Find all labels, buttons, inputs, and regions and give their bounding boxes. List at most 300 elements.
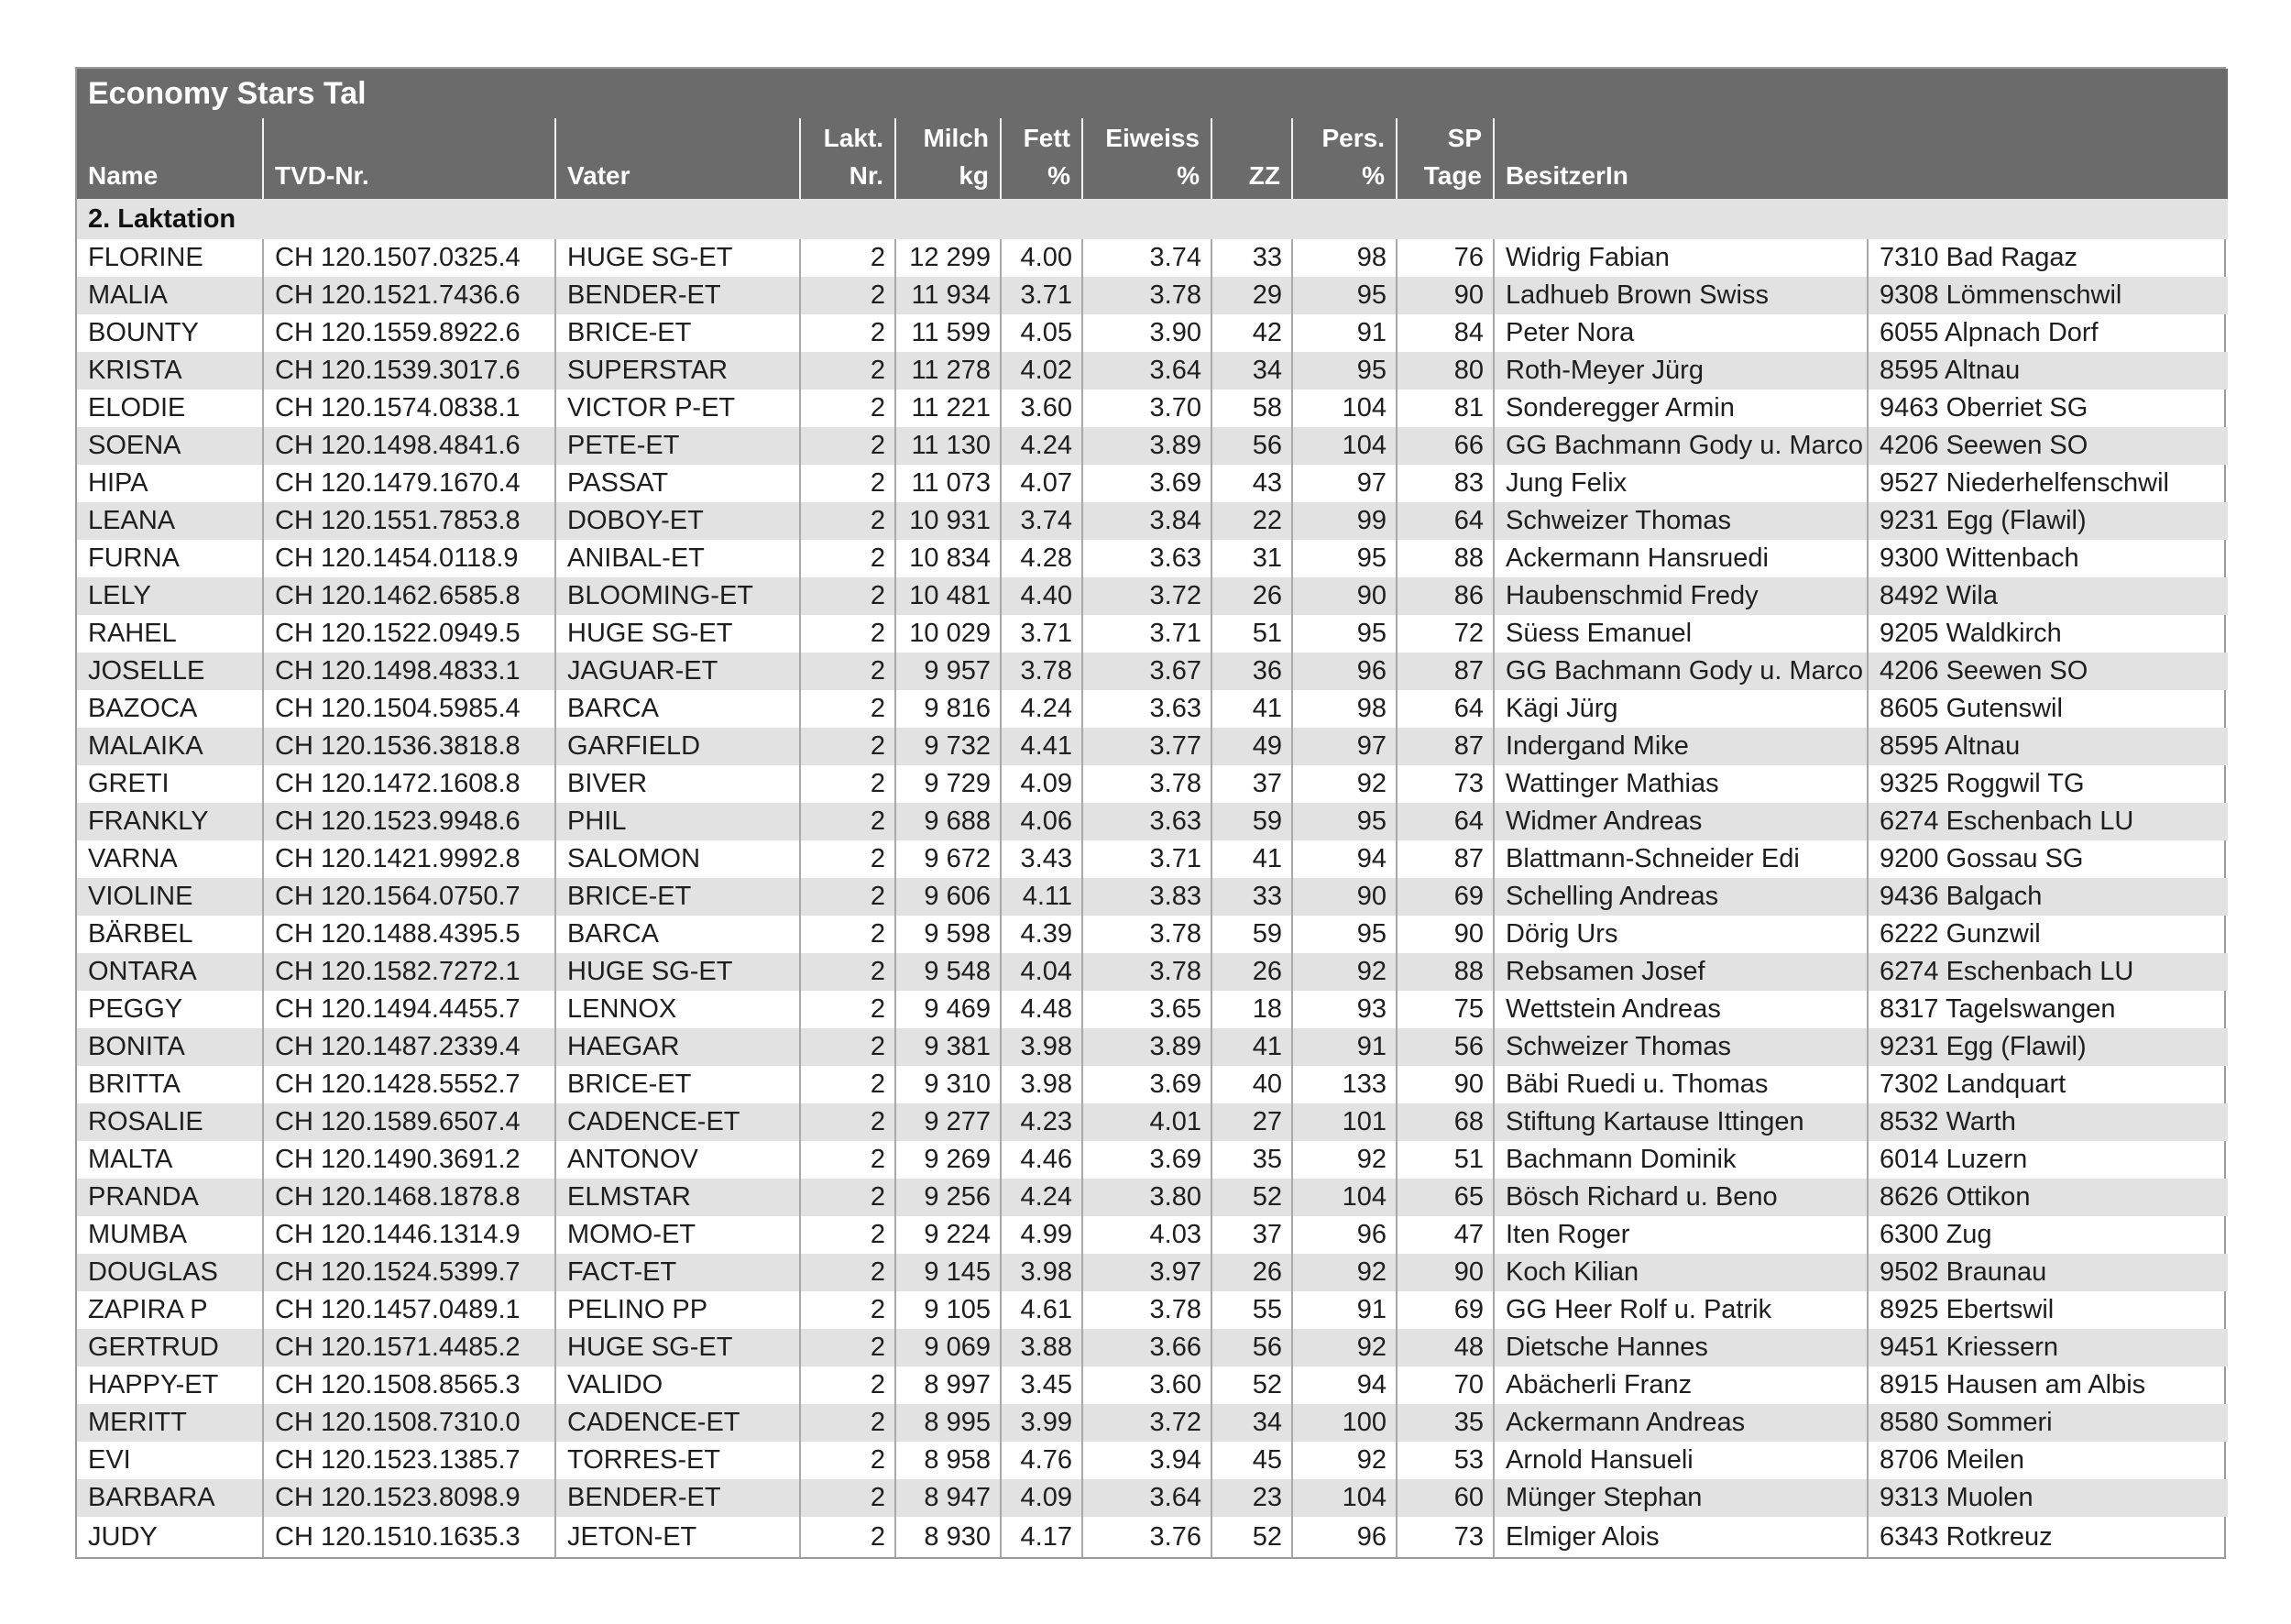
cell-vater: PASSAT: [555, 465, 800, 502]
table-row: [77, 277, 2228, 314]
results-table: [77, 69, 2228, 1557]
cell-milch: 9 277: [895, 1103, 1001, 1141]
cell-pers: 104: [1292, 390, 1397, 427]
cell-zz: 27: [1211, 1103, 1292, 1141]
cell-lakt: 2: [800, 765, 895, 803]
col-header-lakt: Lakt. Nr.: [800, 118, 895, 199]
cell-eiweiss: 3.78: [1082, 1291, 1211, 1329]
cell-ort: 4206 Seewen SO: [1868, 653, 2228, 690]
cell-lakt: 2: [800, 1442, 895, 1479]
cell-tvd: CH 120.1524.5399.7: [263, 1254, 555, 1291]
cell-vater: ELMSTAR: [555, 1179, 800, 1216]
table-row: [77, 953, 2228, 991]
cell-ort: 9527 Niederhelfenschwil: [1868, 465, 2228, 502]
table-row: [77, 916, 2228, 953]
table-row: [77, 1216, 2228, 1254]
cell-lakt: 2: [800, 1179, 895, 1216]
cell-lakt: 2: [800, 465, 895, 502]
cell-besitzer: Widmer Andreas: [1494, 803, 1868, 840]
cell-sp: 35: [1397, 1404, 1494, 1442]
table-row: [77, 1442, 2228, 1479]
cell-ort: 9325 Roggwil TG: [1868, 765, 2228, 803]
table-title: Economy Stars Tal: [77, 69, 2228, 118]
cell-besitzer: Bachmann Dominik: [1494, 1141, 1868, 1179]
cell-tvd: CH 120.1523.8098.9: [263, 1479, 555, 1517]
cell-name: VIOLINE: [77, 878, 263, 916]
cell-sp: 90: [1397, 1254, 1494, 1291]
cell-eiweiss: 4.03: [1082, 1216, 1211, 1254]
cell-zz: 42: [1211, 314, 1292, 352]
cell-sp: 53: [1397, 1442, 1494, 1479]
cell-sp: 80: [1397, 352, 1494, 390]
cell-eiweiss: 3.63: [1082, 690, 1211, 728]
cell-zz: 41: [1211, 840, 1292, 878]
cell-name: ONTARA: [77, 953, 263, 991]
cell-vater: BRICE-ET: [555, 1066, 800, 1103]
cell-fett: 3.43: [1001, 840, 1082, 878]
cell-fett: 4.39: [1001, 916, 1082, 953]
cell-ort: 9308 Lömmenschwil: [1868, 277, 2228, 314]
cell-name: VARNA: [88, 844, 178, 873]
cell-ort: 9451 Kriessern: [1868, 1329, 2228, 1366]
cell-vater: ANTONOV: [555, 1141, 800, 1179]
cell-name: FRANKLY: [77, 803, 263, 840]
cell-zz: 59: [1211, 803, 1292, 840]
cell-ort: 8626 Ottikon: [1868, 1179, 2228, 1216]
cell-ort: 9300 Wittenbach: [1868, 540, 2228, 577]
table-row: [77, 1366, 2228, 1404]
table-row: [77, 1254, 2228, 1291]
cell-lakt: 2: [800, 840, 895, 878]
cell-sp: 72: [1397, 615, 1494, 653]
cell-fett: 3.88: [1001, 1329, 1082, 1366]
cell-sp: 70: [1397, 1366, 1494, 1404]
cell-zz: 45: [1211, 1442, 1292, 1479]
cell-lakt: 2: [800, 878, 895, 916]
cell-vater: BENDER-ET: [555, 1479, 800, 1517]
cell-zz: 41: [1211, 1028, 1292, 1066]
cell-milch: 9 310: [895, 1066, 1001, 1103]
cell-fett: 4.40: [1001, 577, 1082, 615]
cell-ort: 6343 Rotkreuz: [1868, 1517, 2228, 1557]
cell-vater: LENNOX: [555, 991, 800, 1028]
cell-ort: 8915 Hausen am Albis: [1868, 1366, 2228, 1404]
table-row: [77, 1066, 2228, 1103]
cell-fett: 3.71: [1001, 615, 1082, 653]
cell-lakt: 2: [800, 728, 895, 765]
cell-ort: 6014 Luzern: [1868, 1141, 2228, 1179]
cell-besitzer: Schweizer Thomas: [1494, 1028, 1868, 1066]
cell-name: SOENA: [77, 427, 263, 465]
cell-tvd: CH 120.1559.8922.6: [263, 314, 555, 352]
cell-pers: 92: [1292, 1329, 1397, 1366]
cell-lakt: 2: [800, 615, 895, 653]
cell-zz: 51: [1211, 615, 1292, 653]
table-row: [77, 1291, 2228, 1329]
cell-ort: 9502 Braunau: [1868, 1254, 2228, 1291]
cell-vater: VALIDO: [555, 1366, 800, 1404]
cell-fett: 3.78: [1001, 653, 1082, 690]
cell-pers: 95: [1292, 916, 1397, 953]
cell-milch: 9 606: [895, 878, 1001, 916]
cell-name: JUDY: [88, 1521, 158, 1552]
cell-name: HIPA: [88, 468, 148, 498]
cell-ort: 8317 Tagelswangen: [1868, 991, 2228, 1028]
cell-fett: 4.09: [1001, 1479, 1082, 1517]
cell-tvd: CH 120.1498.4833.1: [263, 653, 555, 690]
cell-besitzer: GG Bachmann Gody u. Marco: [1494, 653, 1868, 690]
cell-eiweiss: 3.97: [1082, 1254, 1211, 1291]
cell-vater: HUGE SG-ET: [555, 239, 800, 277]
cell-pers: 92: [1292, 1141, 1397, 1179]
cell-pers: 90: [1292, 878, 1397, 916]
cell-ort: 6274 Eschenbach LU: [1868, 953, 2228, 991]
cell-zz: 43: [1211, 465, 1292, 502]
cell-eiweiss: 3.78: [1082, 953, 1211, 991]
cell-pers: 92: [1292, 1442, 1397, 1479]
cell-pers: 91: [1292, 1028, 1397, 1066]
cell-zz: 18: [1211, 991, 1292, 1028]
table-row: [77, 1028, 2228, 1066]
cell-zz: 52: [1211, 1517, 1292, 1557]
cell-besitzer: Widrig Fabian: [1494, 239, 1868, 277]
cell-lakt: 2: [800, 1517, 895, 1557]
cell-eiweiss: 3.65: [1082, 991, 1211, 1028]
cell-fett: 4.41: [1001, 728, 1082, 765]
cell-fett: 4.61: [1001, 1291, 1082, 1329]
cell-vater: BENDER-ET: [555, 277, 800, 314]
cell-lakt: 2: [800, 502, 895, 540]
cell-sp: 60: [1397, 1479, 1494, 1517]
table-row: [77, 653, 2228, 690]
cell-name: BRITTA: [88, 1070, 181, 1099]
cell-pers: 133: [1292, 1066, 1397, 1103]
cell-eiweiss: 3.89: [1082, 1028, 1211, 1066]
cell-name: RAHEL: [88, 619, 177, 648]
cell-lakt: 2: [800, 277, 895, 314]
cell-besitzer: Koch Kilian: [1494, 1254, 1868, 1291]
col-header-zz: ZZ: [1211, 118, 1292, 199]
cell-fett: 4.99: [1001, 1216, 1082, 1254]
cell-name: KRISTA: [77, 352, 263, 390]
cell-milch: 11 130: [895, 427, 1001, 465]
cell-lakt: 2: [800, 1366, 895, 1404]
cell-vater: SUPERSTAR: [555, 352, 800, 390]
cell-zz: 23: [1211, 1479, 1292, 1517]
cell-sp: 84: [1397, 314, 1494, 352]
cell-pers: 104: [1292, 427, 1397, 465]
cell-name: GERTRUD: [77, 1329, 263, 1366]
cell-lakt: 2: [800, 991, 895, 1028]
cell-vater: ANIBAL-ET: [555, 540, 800, 577]
cell-milch: 8 958: [895, 1442, 1001, 1479]
cell-besitzer: GG Heer Rolf u. Patrik: [1494, 1291, 1868, 1329]
cell-tvd: CH 120.1521.7436.6: [263, 277, 555, 314]
table-row: [77, 1329, 2228, 1366]
cell-zz: 26: [1211, 1254, 1292, 1291]
cell-besitzer: Wattinger Mathias: [1494, 765, 1868, 803]
cell-tvd: CH 120.1490.3691.2: [263, 1141, 555, 1179]
cell-eiweiss: 3.83: [1082, 878, 1211, 916]
cell-eiweiss: 3.78: [1082, 916, 1211, 953]
cell-name: EVI: [88, 1445, 131, 1475]
cell-fett: 4.23: [1001, 1103, 1082, 1141]
cell-tvd: CH 120.1454.0118.9: [263, 540, 555, 577]
cell-fett: 3.60: [1001, 390, 1082, 427]
cell-name: BARBARA: [77, 1479, 263, 1517]
cell-sp: 48: [1397, 1329, 1494, 1366]
cell-vater: BLOOMING-ET: [555, 577, 800, 615]
cell-eiweiss: 3.60: [1082, 1366, 1211, 1404]
cell-zz: 33: [1211, 239, 1292, 277]
cell-besitzer: Sonderegger Armin: [1494, 390, 1868, 427]
cell-tvd: CH 120.1522.0949.5: [263, 615, 555, 653]
cell-fett: 4.00: [1001, 239, 1082, 277]
cell-milch: 9 957: [895, 653, 1001, 690]
table-row: [77, 878, 2228, 916]
cell-eiweiss: 3.80: [1082, 1179, 1211, 1216]
cell-tvd: CH 120.1498.4841.6: [263, 427, 555, 465]
cell-vater: SALOMON: [555, 840, 800, 878]
cell-milch: 10 481: [895, 577, 1001, 615]
cell-pers: 99: [1292, 502, 1397, 540]
cell-pers: 96: [1292, 653, 1397, 690]
cell-lakt: 2: [800, 1066, 895, 1103]
cell-vater: DOBOY-ET: [555, 502, 800, 540]
cell-vater: BIVER: [555, 765, 800, 803]
cell-tvd: CH 120.1421.9992.8: [263, 840, 555, 878]
cell-eiweiss: 3.63: [1082, 803, 1211, 840]
cell-zz: 33: [1211, 878, 1292, 916]
cell-ort: 7302 Landquart: [1868, 1066, 2228, 1103]
cell-ort: 8492 Wila: [1868, 577, 2228, 615]
cell-eiweiss: 3.69: [1082, 465, 1211, 502]
cell-lakt: 2: [800, 803, 895, 840]
cell-lakt: 2: [800, 577, 895, 615]
cell-eiweiss: 3.89: [1082, 427, 1211, 465]
cell-vater: BARCA: [555, 690, 800, 728]
cell-ort: 8605 Gutenswil: [1868, 690, 2228, 728]
table-row: [77, 390, 2228, 427]
cell-zz: 52: [1211, 1366, 1292, 1404]
cell-ort: 9231 Egg (Flawil): [1868, 1028, 2228, 1066]
cell-tvd: CH 120.1487.2339.4: [263, 1028, 555, 1066]
cell-lakt: 2: [800, 427, 895, 465]
cell-milch: 8 947: [895, 1479, 1001, 1517]
cell-fett: 4.06: [1001, 803, 1082, 840]
cell-tvd: CH 120.1523.1385.7: [263, 1442, 555, 1479]
table-row: [77, 465, 2228, 502]
cell-eiweiss: 3.66: [1082, 1329, 1211, 1366]
cell-besitzer: Elmiger Alois: [1494, 1517, 1868, 1557]
cell-ort: 8595 Altnau: [1868, 728, 2228, 765]
cell-ort: 6300 Zug: [1868, 1216, 2228, 1254]
cell-sp: 88: [1397, 953, 1494, 991]
cell-lakt: 2: [800, 1141, 895, 1179]
cell-tvd: CH 120.1510.1635.3: [263, 1517, 555, 1557]
col-header-fett: Fett %: [1001, 118, 1082, 199]
cell-milch: 8 930: [895, 1517, 1001, 1557]
col-header-sp: SP Tage: [1397, 118, 1494, 199]
cell-zz: 22: [1211, 502, 1292, 540]
cell-eiweiss: 3.94: [1082, 1442, 1211, 1479]
cell-fett: 4.04: [1001, 953, 1082, 991]
cell-name: DOUGLAS: [77, 1254, 263, 1291]
cell-zz: 35: [1211, 1141, 1292, 1179]
cell-lakt: 2: [800, 1291, 895, 1329]
cell-ort: 8925 Ebertswil: [1868, 1291, 2228, 1329]
cell-besitzer: Münger Stephan: [1494, 1479, 1868, 1517]
cell-eiweiss: 3.90: [1082, 314, 1211, 352]
cell-tvd: CH 120.1574.0838.1: [263, 390, 555, 427]
cell-ort: 8580 Sommeri: [1868, 1404, 2228, 1442]
cell-fett: 4.76: [1001, 1442, 1082, 1479]
col-header-tvd: TVD-Nr.: [263, 118, 555, 199]
cell-milch: 9 224: [895, 1216, 1001, 1254]
cell-milch: 10 834: [895, 540, 1001, 577]
cell-name: MALAIKA: [77, 728, 263, 765]
cell-vater: FACT-ET: [555, 1254, 800, 1291]
cell-vater: JETON-ET: [555, 1517, 800, 1557]
cell-eiweiss: 3.63: [1082, 540, 1211, 577]
cell-besitzer: Haubenschmid Fredy: [1494, 577, 1868, 615]
cell-pers: 98: [1292, 239, 1397, 277]
cell-fett: 4.24: [1001, 427, 1082, 465]
cell-lakt: 2: [800, 1479, 895, 1517]
cell-pers: 95: [1292, 803, 1397, 840]
table-row: [77, 803, 2228, 840]
cell-name: ZAPIRA P: [88, 1295, 208, 1324]
cell-zz: 56: [1211, 427, 1292, 465]
cell-fett: 3.98: [1001, 1028, 1082, 1066]
cell-vater: CADENCE-ET: [555, 1103, 800, 1141]
cell-name: ELODIE: [88, 393, 186, 422]
cell-milch: 11 221: [895, 390, 1001, 427]
cell-name: MALIA: [77, 277, 263, 314]
cell-milch: 9 381: [895, 1028, 1001, 1066]
cell-sp: 69: [1397, 1291, 1494, 1329]
cell-name: FLORINE: [88, 243, 203, 272]
cell-name: FURNA: [88, 543, 180, 573]
cell-sp: 73: [1397, 1517, 1494, 1557]
cell-vater: TORRES-ET: [555, 1442, 800, 1479]
column-header-row: [77, 118, 2228, 199]
cell-milch: 9 105: [895, 1291, 1001, 1329]
table-row: [77, 1517, 2228, 1557]
cell-pers: 92: [1292, 953, 1397, 991]
cell-vater: BRICE-ET: [555, 878, 800, 916]
cell-milch: 9 269: [895, 1141, 1001, 1179]
cell-zz: 56: [1211, 1329, 1292, 1366]
cell-vater: PELINO PP: [555, 1291, 800, 1329]
cell-fett: 3.45: [1001, 1366, 1082, 1404]
cell-fett: 3.98: [1001, 1254, 1082, 1291]
table-row: [77, 840, 2228, 878]
cell-tvd: CH 120.1551.7853.8: [263, 502, 555, 540]
cell-zz: 59: [1211, 916, 1292, 953]
cell-fett: 4.07: [1001, 465, 1082, 502]
table-row: [77, 1479, 2228, 1517]
col-header-pers: Pers. %: [1292, 118, 1397, 199]
cell-tvd: CH 120.1428.5552.7: [263, 1066, 555, 1103]
cell-fett: 3.99: [1001, 1404, 1082, 1442]
cell-ort: 6274 Eschenbach LU: [1868, 803, 2228, 840]
cell-sp: 75: [1397, 991, 1494, 1028]
cell-besitzer: Iten Roger: [1494, 1216, 1868, 1254]
cell-lakt: 2: [800, 1329, 895, 1366]
cell-vater: HUGE SG-ET: [555, 953, 800, 991]
cell-zz: 49: [1211, 728, 1292, 765]
table-row: [77, 540, 2228, 577]
cell-eiweiss: 3.70: [1082, 390, 1211, 427]
cell-fett: 3.71: [1001, 277, 1082, 314]
cell-fett: 4.17: [1001, 1517, 1082, 1557]
cell-besitzer: Peter Nora: [1494, 314, 1868, 352]
cell-eiweiss: 3.74: [1082, 239, 1211, 277]
cell-besitzer: Indergand Mike: [1494, 728, 1868, 765]
cell-eiweiss: 3.78: [1082, 765, 1211, 803]
cell-tvd: CH 120.1479.1670.4: [263, 465, 555, 502]
cell-milch: 10 931: [895, 502, 1001, 540]
cell-vater: HUGE SG-ET: [555, 615, 800, 653]
cell-vater: HUGE SG-ET: [555, 1329, 800, 1366]
cell-pers: 97: [1292, 728, 1397, 765]
cell-pers: 101: [1292, 1103, 1397, 1141]
cell-pers: 95: [1292, 540, 1397, 577]
cell-sp: 88: [1397, 540, 1494, 577]
cell-besitzer: Ladhueb Brown Swiss: [1494, 277, 1868, 314]
cell-fett: 4.09: [1001, 765, 1082, 803]
cell-lakt: 2: [800, 690, 895, 728]
cell-ort: 9231 Egg (Flawil): [1868, 502, 2228, 540]
cell-lakt: 2: [800, 540, 895, 577]
cell-zz: 52: [1211, 1179, 1292, 1216]
cell-eiweiss: 3.77: [1082, 728, 1211, 765]
cell-besitzer: Ackermann Hansruedi: [1494, 540, 1868, 577]
cell-milch: 9 548: [895, 953, 1001, 991]
cell-besitzer: Kägi Jürg: [1494, 690, 1868, 728]
cell-tvd: CH 120.1508.8565.3: [263, 1366, 555, 1404]
table-row: [77, 991, 2228, 1028]
cell-ort: 9436 Balgach: [1868, 878, 2228, 916]
cell-lakt: 2: [800, 916, 895, 953]
cell-milch: 11 599: [895, 314, 1001, 352]
cell-zz: 58: [1211, 390, 1292, 427]
cell-name: PRANDA: [77, 1179, 263, 1216]
cell-tvd: CH 120.1582.7272.1: [263, 953, 555, 991]
cell-tvd: CH 120.1564.0750.7: [263, 878, 555, 916]
cell-besitzer: Jung Felix: [1494, 465, 1868, 502]
cell-lakt: 2: [800, 352, 895, 390]
cell-besitzer: GG Bachmann Gody u. Marco: [1494, 427, 1868, 465]
cell-ort: 8706 Meilen: [1868, 1442, 2228, 1479]
cell-tvd: CH 120.1571.4485.2: [263, 1329, 555, 1366]
cell-tvd: CH 120.1488.4395.5: [263, 916, 555, 953]
table-body: [77, 239, 2228, 1557]
cell-pers: 95: [1292, 352, 1397, 390]
cell-milch: 8 997: [895, 1366, 1001, 1404]
cell-vater: GARFIELD: [555, 728, 800, 765]
cell-milch: 11 278: [895, 352, 1001, 390]
cell-name: LELY: [77, 577, 263, 615]
cell-name: MERITT: [77, 1404, 263, 1442]
table-row: [77, 1179, 2228, 1216]
cell-tvd: CH 120.1462.6585.8: [263, 577, 555, 615]
cell-milch: 12 299: [895, 239, 1001, 277]
cell-name: JOSELLE: [77, 653, 263, 690]
cell-milch: 11 934: [895, 277, 1001, 314]
cell-lakt: 2: [800, 1404, 895, 1442]
